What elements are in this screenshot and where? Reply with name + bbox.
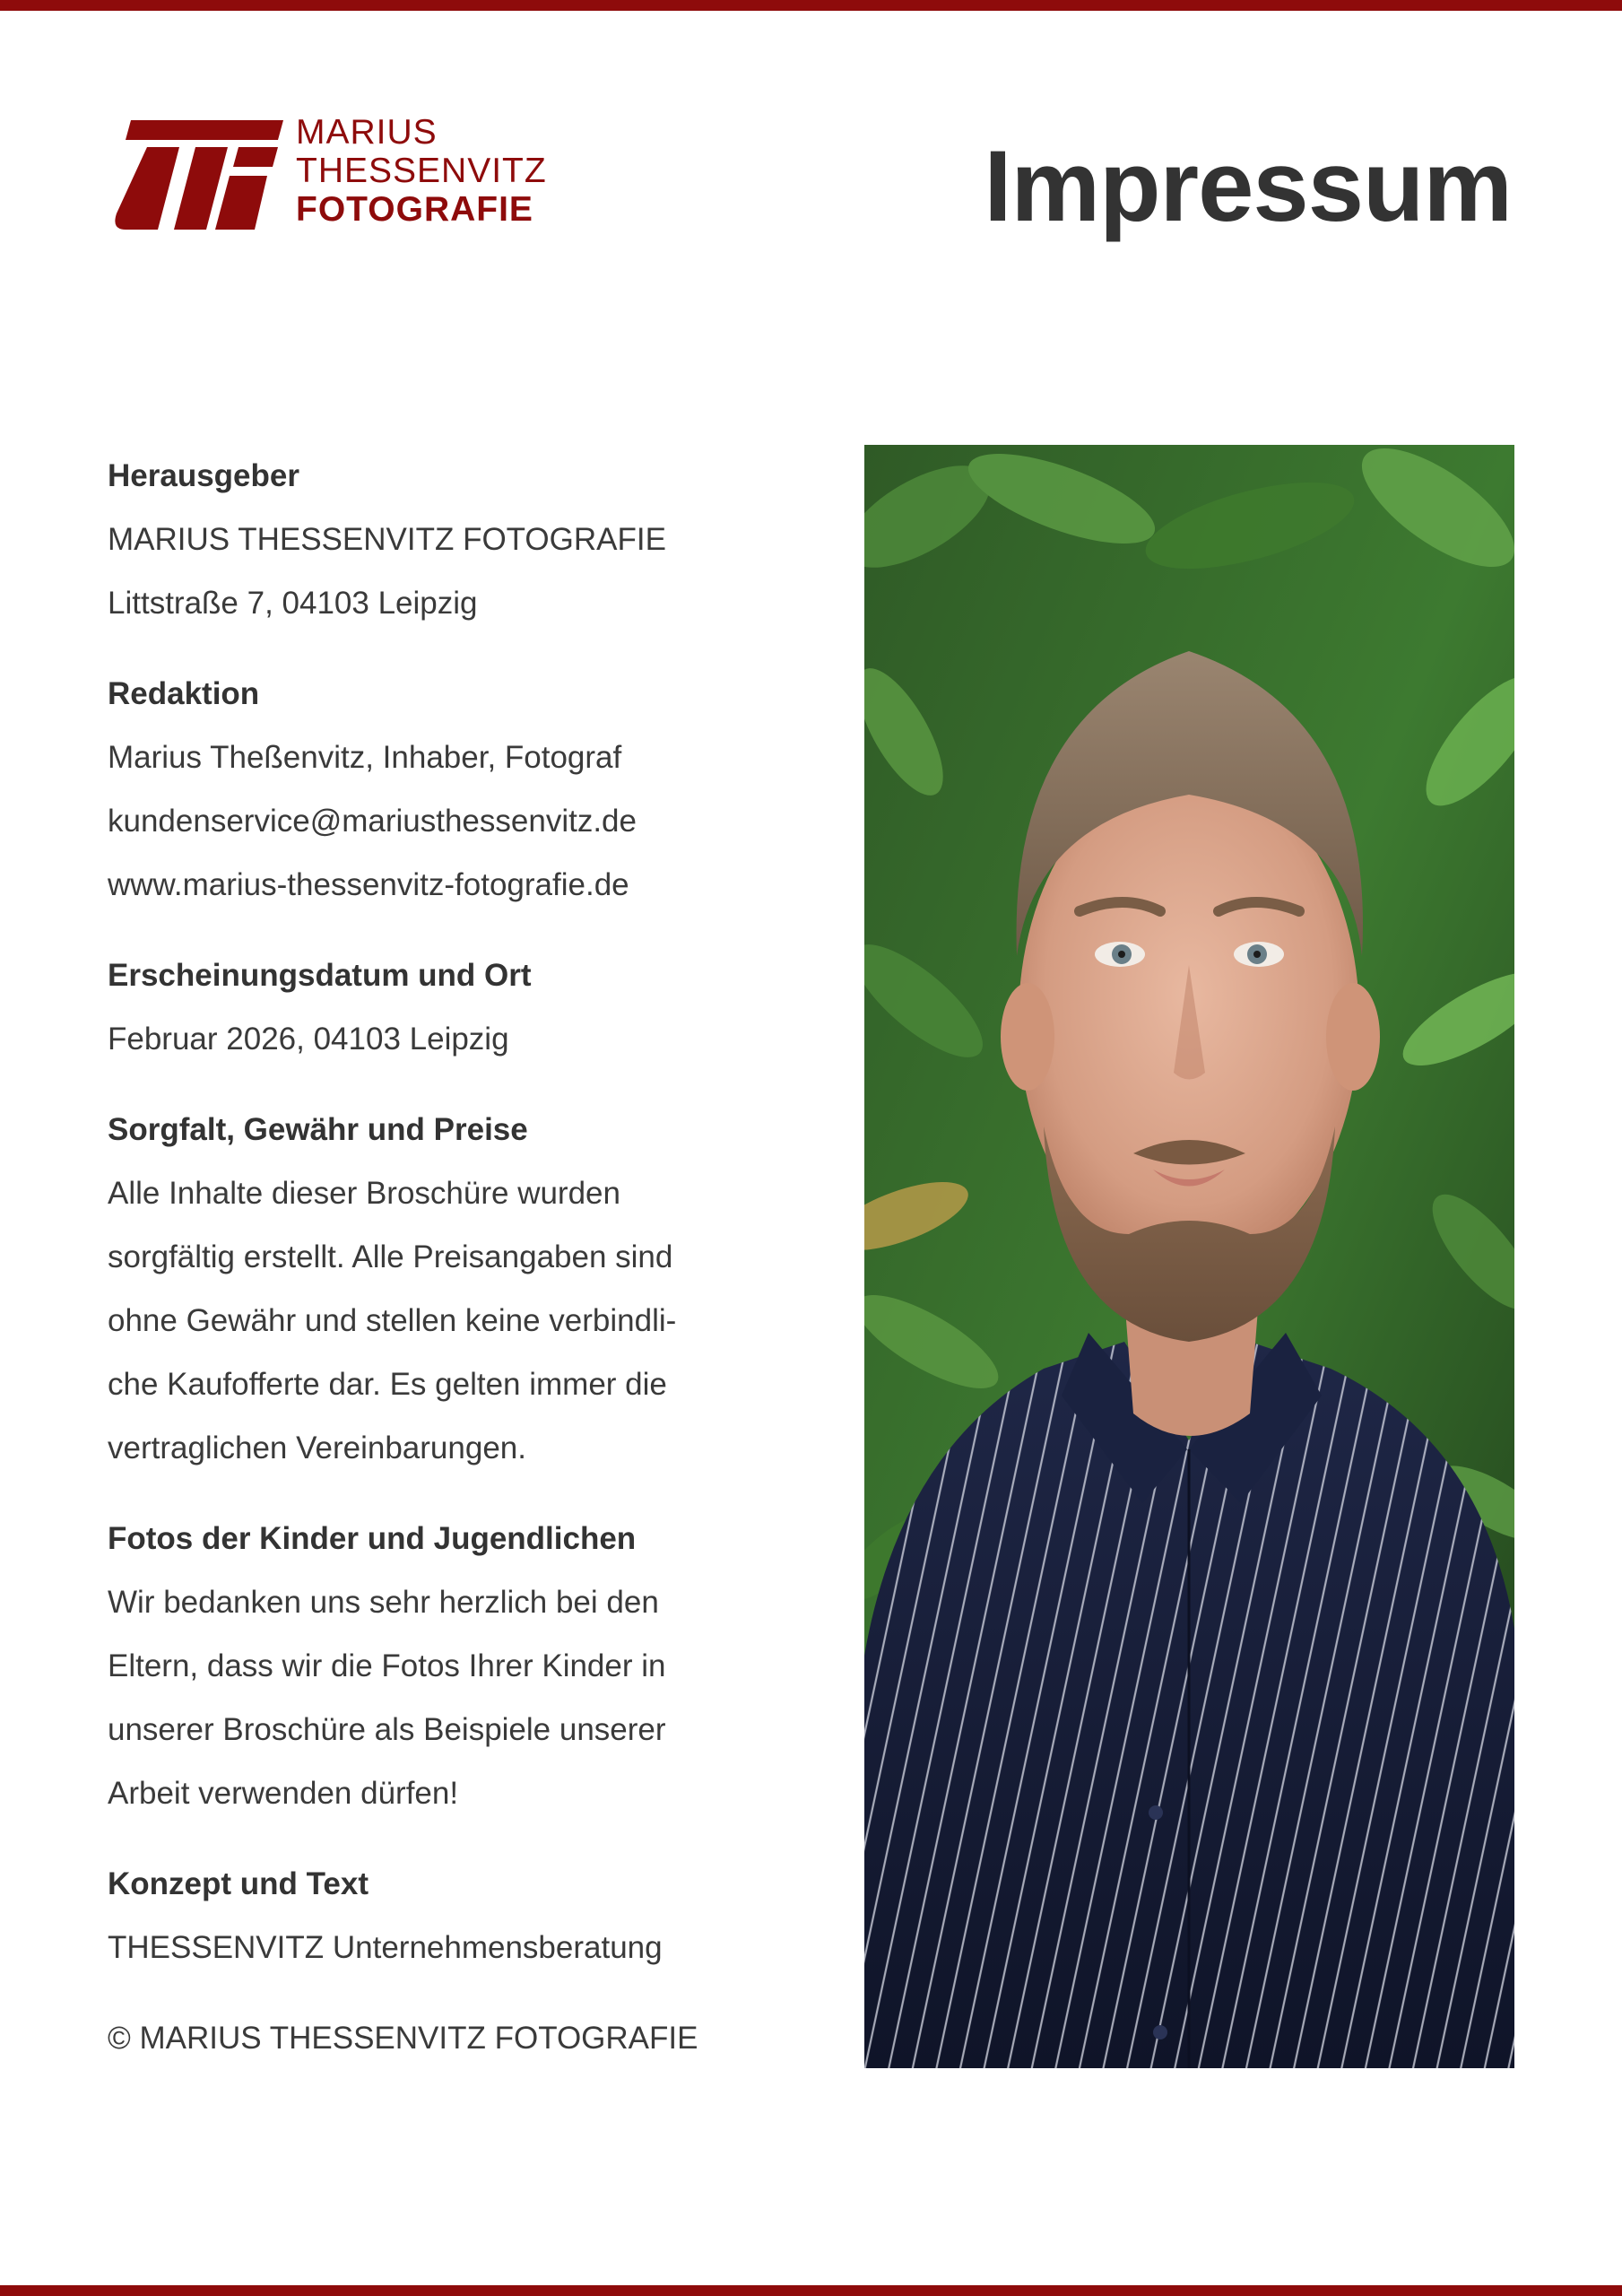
section-heading: Herausgeber <box>108 458 299 493</box>
imprint-content <box>108 444 771 2097</box>
website-link[interactable]: www.marius-thessenvitz-fotografie.de <box>108 867 629 902</box>
section-line: Marius Theßenvitz, Inhaber, Fotograf <box>108 740 622 775</box>
section-heading: Sorgfalt, Gewähr und Preise <box>108 1112 528 1147</box>
copyright-notice: © MARIUS THESSENVITZ FOTOGRAFIE <box>108 2021 698 2056</box>
section-erscheinung <box>108 944 771 1071</box>
section-heading: Konzept und Text <box>108 1866 369 1901</box>
logo-mark-icon <box>106 120 285 230</box>
section-line: unserer Broschüre als Beispiele unserer <box>108 1712 666 1747</box>
section-redaktion <box>108 662 771 917</box>
top-accent-bar <box>0 0 1622 11</box>
section-line: Eltern, dass wir die Fotos Ihrer Kinder in <box>108 1648 666 1683</box>
portrait-illustration <box>864 445 1514 2068</box>
section-herausgeber <box>108 444 771 635</box>
section-heading: Erscheinungsdatum und Ort <box>108 958 532 993</box>
section-fotos <box>108 1507 771 1825</box>
section-line: THESSENVITZ Unternehmensberatung <box>108 1930 663 1965</box>
section-line: Littstraße 7, 04103 Leipzig <box>108 586 478 621</box>
section-line: Wir bedanken uns sehr herzlich bei den <box>108 1585 659 1620</box>
section-copyright <box>108 2006 771 2070</box>
section-line: Februar 2026, 04103 Leipzig <box>108 1022 509 1057</box>
portrait-photo <box>864 445 1514 2068</box>
section-sorgfalt <box>108 1098 771 1480</box>
section-line: Alle Inhalte dieser Broschüre wurden <box>108 1176 620 1211</box>
logo-line-3: FOTOGRAFIE <box>296 190 533 229</box>
section-line: sorgfältig erstellt. Alle Preisangaben sind <box>108 1239 673 1274</box>
email-link[interactable]: kundenservice@mariusthessenvitz.de <box>108 804 637 839</box>
bottom-accent-bar <box>0 2285 1622 2296</box>
section-heading: Fotos der Kinder und Jugendlichen <box>108 1521 637 1556</box>
section-line: vertraglichen Vereinbarungen. <box>108 1431 526 1465</box>
section-line: ohne Gewähr und stellen keine verbindli- <box>108 1303 677 1338</box>
section-line: che Kaufofferte dar. Es gelten immer die <box>108 1367 667 1402</box>
section-heading: Redaktion <box>108 676 260 711</box>
section-line: MARIUS THESSENVITZ FOTOGRAFIE <box>108 522 666 557</box>
logo-line-1: MARIUS <box>296 113 438 152</box>
section-line: Arbeit verwenden dürfen! <box>108 1776 459 1811</box>
logo-wordmark <box>296 115 547 230</box>
logo-line-2: THESSENVITZ <box>296 152 547 190</box>
page-title: Impressum <box>984 130 1512 242</box>
company-logo <box>106 115 572 240</box>
section-konzept <box>108 1852 771 1979</box>
